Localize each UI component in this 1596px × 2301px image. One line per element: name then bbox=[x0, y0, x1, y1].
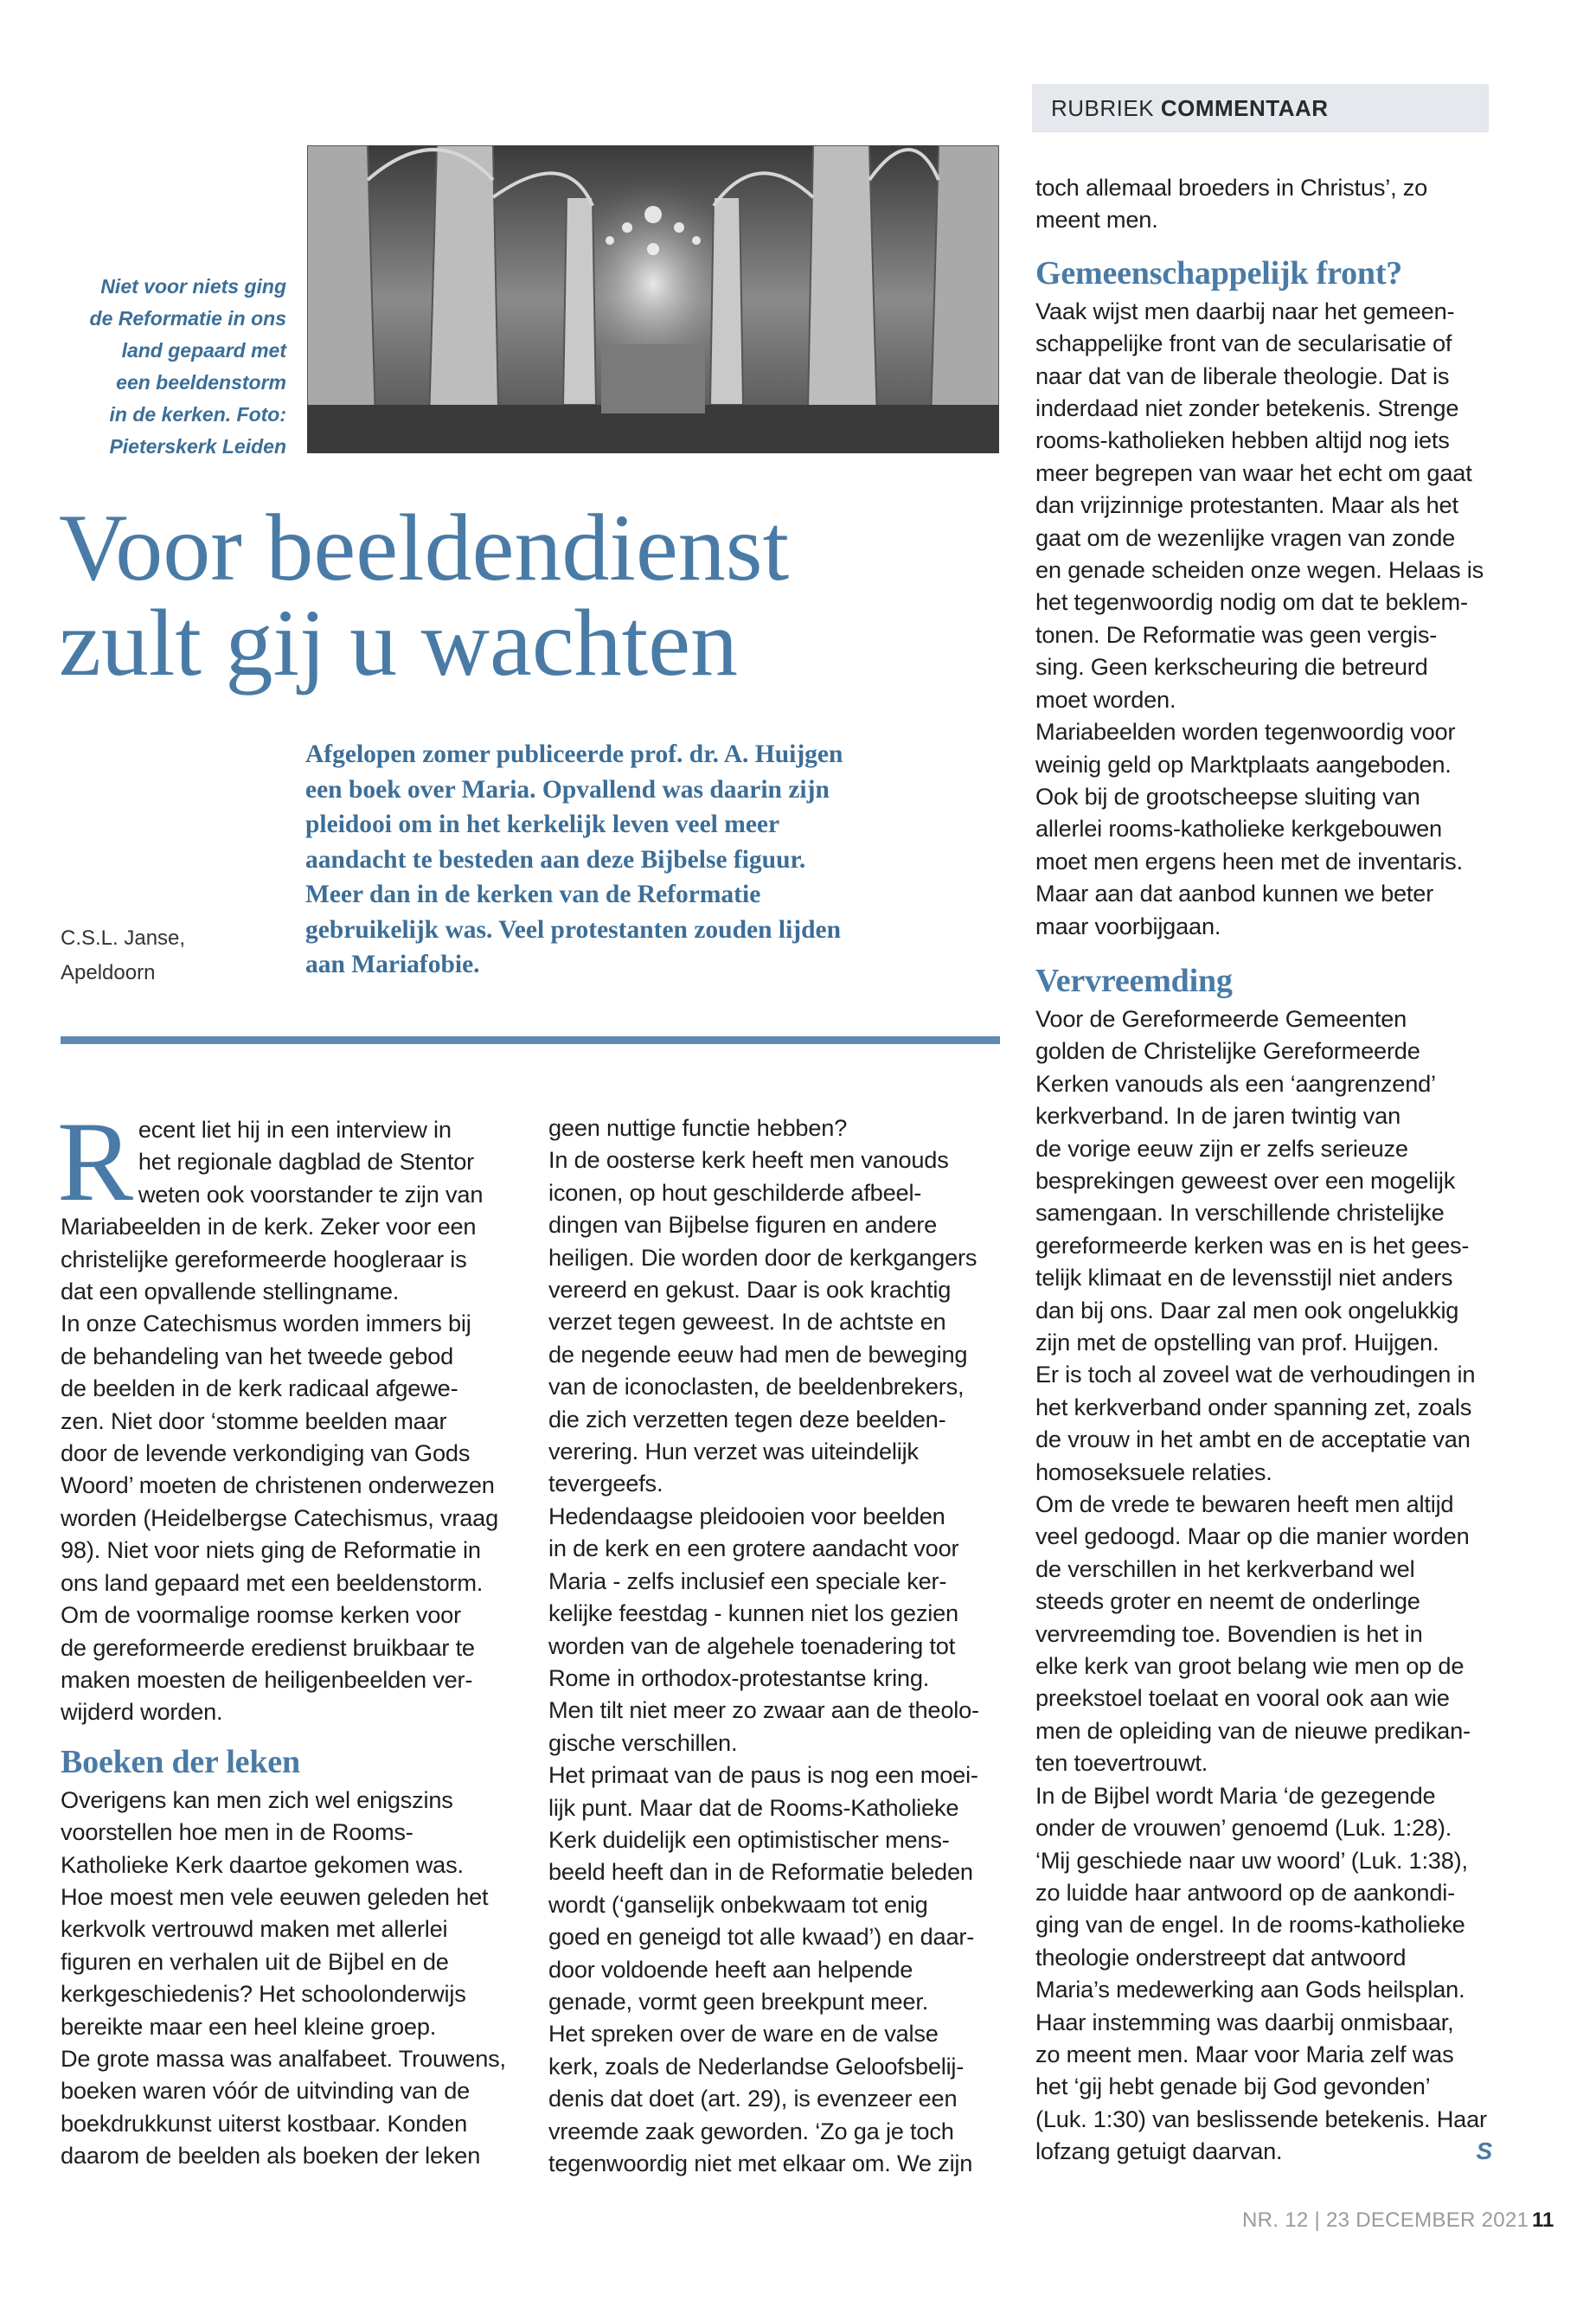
text-line: dingen van Bijbelse figuren en andere bbox=[548, 1211, 938, 1239]
text-line: wijderd worden. bbox=[61, 1698, 223, 1726]
text-line: de behandeling van het tweede gebod bbox=[61, 1342, 454, 1369]
lead-line: Meer dan in de kerken van de Reformatie bbox=[305, 881, 761, 908]
subheading-gemeenschappelijk: Gemeenschappelijk front? bbox=[1035, 254, 1403, 292]
text-line: Vaak wijst men daarbij naar het gemeen- bbox=[1035, 297, 1455, 324]
section-divider bbox=[61, 1036, 1000, 1044]
text-line: veel gedoogd. Maar op die manier worden bbox=[1035, 1522, 1470, 1550]
text-line: wordt (‘ganselijk onbekwaam tot enig bbox=[548, 1890, 928, 1918]
text-line: meer begrepen van waar het echt om gaat bbox=[1035, 458, 1472, 486]
text-line: sing. Geen kerkscheuring die betreurd bbox=[1035, 653, 1428, 681]
text-line: Er is toch al zoveel wat de verhoudingen in bbox=[1035, 1361, 1476, 1388]
text-line: het regionale dagblad de Stentor bbox=[138, 1148, 474, 1176]
text-line: die zich verzetten tegen deze beelden- bbox=[548, 1405, 946, 1433]
text-line: De grote massa was analfabeet. Trouwens, bbox=[61, 2044, 506, 2072]
text-line: Rome in orthodox-protestantse kring. bbox=[548, 1663, 930, 1691]
text-line: lofzang getuigt daarvan. bbox=[1035, 2138, 1283, 2165]
text-line: het kerkverband onder spanning zet, zoals bbox=[1035, 1393, 1472, 1420]
article-column-2 bbox=[548, 1112, 1007, 2179]
text-line: gereformeerde kerken was en is het gees- bbox=[1035, 1231, 1470, 1259]
lead-paragraph bbox=[305, 737, 989, 983]
photo-caption bbox=[78, 271, 286, 463]
text-line: christelijke gereformeerde hoogleraar is bbox=[61, 1245, 467, 1272]
text-line: 98). Niet voor niets ging de Reformatie in bbox=[61, 1536, 481, 1564]
text-line: iconen, op hout geschilderde afbeel- bbox=[548, 1178, 922, 1206]
page-number: 11 bbox=[1532, 2208, 1554, 2232]
text-line: Katholieke Kerk daartoe gekomen was. bbox=[61, 1850, 464, 1878]
article-column-1 bbox=[57, 1098, 519, 2172]
text-line: men de opleiding van de nieuwe predikan- bbox=[1035, 1716, 1471, 1744]
text-line: door de levende verkondiging van Gods bbox=[61, 1439, 471, 1467]
text-line: moet men ergens heen met de inventaris. bbox=[1035, 847, 1463, 875]
lead-line: aandacht te besteden aan deze Bijbelse figuur. bbox=[305, 845, 806, 874]
headline-line: zult gij u wachten bbox=[59, 590, 739, 695]
text-line: Kerk duidelijk een optimistischer mens- bbox=[548, 1825, 950, 1853]
text-line: ten toevertrouwt. bbox=[1035, 1749, 1208, 1777]
text-line: weten ook voorstander te zijn van bbox=[138, 1180, 484, 1208]
text-line: Overigens kan men zich wel enigszins bbox=[61, 1785, 453, 1813]
text-line: onder de vrouwen’ genoemd (Luk. 1:28). bbox=[1035, 1814, 1452, 1842]
author-place: Apeldoorn bbox=[61, 961, 156, 984]
text-line: Woord’ moeten de christenen onderwezen bbox=[61, 1471, 495, 1499]
text-line: moet worden. bbox=[1035, 685, 1176, 713]
text-line: kerk, zoals de Nederlandse Geloofsbelij- bbox=[548, 2052, 965, 2080]
text-line: kerkverband. In de jaren twintig van bbox=[1035, 1102, 1401, 1130]
subheading-vervreemding: Vervreemding bbox=[1035, 962, 1233, 999]
text-line: tegenwoordig niet met elkaar om. We zijn bbox=[548, 2150, 973, 2176]
text-line: boekdrukkunst uiterst kostbaar. Konden bbox=[61, 2109, 467, 2137]
rubriek-name: COMMENTAAR bbox=[1160, 95, 1329, 121]
text-line: dat een opvallende stellingname. bbox=[61, 1278, 400, 1305]
text-line: de beelden in de kerk radicaal afgewe- bbox=[61, 1375, 458, 1402]
caption-line: een beeldenstorm bbox=[116, 371, 286, 394]
text-line: toch allemaal broeders in Christus’, zo bbox=[1035, 174, 1428, 201]
text-line: inderdaad niet zonder betekenis. Strenge bbox=[1035, 394, 1459, 422]
text-line: vreemde zaak geworden. ‘Zo ga je toch bbox=[548, 2117, 954, 2144]
text-line: kerkvolk vertrouwd maken met allerlei bbox=[61, 1915, 448, 1943]
text-line: daarom de beelden als boeken der leken bbox=[61, 2142, 481, 2170]
text-line: Mariabeelden in de kerk. Zeker voor een bbox=[61, 1213, 477, 1240]
text-line: zen. Niet door ‘stomme beelden maar bbox=[61, 1407, 447, 1434]
text-line: boeken waren vóór de uitvinding van de bbox=[61, 2077, 471, 2105]
text-line: dan vrijzinnige protestanten. Maar als het bbox=[1035, 491, 1458, 519]
text-line: vervreemding toe. Bovendien is het in bbox=[1035, 1619, 1423, 1647]
text-line: ecent liet hij in een interview in bbox=[138, 1116, 452, 1143]
text-line: naar dat van de liberale theologie. Dat is bbox=[1035, 362, 1450, 389]
text-line: voorstellen hoe men in de Rooms- bbox=[61, 1818, 413, 1846]
lead-line: pleidooi om in het kerkelijk leven veel meer bbox=[305, 811, 780, 838]
text-line: ‘Mij geschiede naar uw woord’ (Luk. 1:38), bbox=[1035, 1846, 1468, 1874]
text-line: tonen. De Reformatie was geen vergis- bbox=[1035, 620, 1438, 648]
text-line: elke kerk van groot belang wie men op de bbox=[1035, 1652, 1465, 1680]
text-line: In de Bijbel wordt Maria ‘de gezegende bbox=[1035, 1781, 1436, 1809]
text-line: preekstoel toelaat en vooral ook aan wie bbox=[1035, 1684, 1450, 1712]
text-line: maken moesten de heiligenbeelden ver- bbox=[61, 1665, 473, 1693]
lead-line: Afgelopen zomer publiceerde prof. dr. A. Huijgen bbox=[305, 740, 843, 768]
text-line: kerkgeschiedenis? Het schoolonderwijs bbox=[61, 1980, 466, 2008]
text-line: geen nuttige functie hebben? bbox=[548, 1114, 848, 1141]
text-line: Om de voormalige roomse kerken voor bbox=[61, 1601, 461, 1629]
text-line: verzet tegen geweest. In de achtste en bbox=[548, 1308, 946, 1336]
text-line: In onze Catechismus worden immers bij bbox=[61, 1310, 471, 1337]
article-column-3 bbox=[1035, 171, 1492, 2168]
text-line: Maria - zelfs inclusief een speciale ker- bbox=[548, 1567, 947, 1594]
text-line: dan bij ons. Daar zal men ook ongelukkig bbox=[1035, 1296, 1459, 1324]
text-line: weinig geld op Marktplaats aangeboden. bbox=[1035, 750, 1452, 778]
text-line: gaat om de wezenlijke vragen van zonde bbox=[1035, 523, 1456, 551]
text-line: tevergeefs. bbox=[548, 1470, 663, 1497]
text-line: zo luidde haar antwoord op de aankondi- bbox=[1035, 1878, 1455, 1906]
text-line: golden de Christelijke Gereformeerde bbox=[1035, 1037, 1420, 1065]
text-line: door voldoende heeft aan helpende bbox=[548, 1955, 913, 1983]
caption-line: land gepaard met bbox=[121, 339, 286, 362]
text-line: zijn met de opstelling van prof. Huijgen. bbox=[1035, 1329, 1439, 1356]
rubriek-header bbox=[1032, 84, 1489, 132]
text-line: figuren en verhalen uit de Bijbel en de bbox=[61, 1947, 449, 1975]
text-line: gische verschillen. bbox=[548, 1728, 738, 1756]
text-line: Kerken vanouds als een ‘aangrenzend’ bbox=[1035, 1069, 1436, 1097]
text-line: Het primaat van de paus is nog een moei- bbox=[548, 1761, 978, 1789]
caption-line: in de kerken. Foto: bbox=[109, 403, 286, 426]
text-line: in de kerk en een grotere aandacht voor bbox=[548, 1535, 959, 1562]
text-line: de vrouw in het ambt en de acceptatie van bbox=[1035, 1426, 1471, 1453]
author-byline bbox=[61, 921, 185, 990]
lead-line: aan Mariafobie. bbox=[305, 951, 480, 978]
text-line: Het spreken over de ware en de valse bbox=[548, 2020, 939, 2048]
text-line: Haar instemming was daarbij onmisbaar, bbox=[1035, 2008, 1454, 2035]
text-line: steeds groter en neemt de onderlinge bbox=[1035, 1587, 1420, 1615]
drop-cap: R bbox=[57, 1098, 133, 1225]
text-line: het tegenwoordig nodig om dat te beklem- bbox=[1035, 588, 1468, 616]
text-line: de gereformeerde eredienst bruikbaar te bbox=[61, 1633, 475, 1661]
end-mark-icon: S bbox=[1476, 2138, 1492, 2165]
issue-info: NR. 12 | 23 DECEMBER 2021 bbox=[1242, 2208, 1529, 2232]
text-line: zo meent men. Maar voor Maria zelf was bbox=[1035, 2040, 1454, 2067]
church-interior-photo bbox=[307, 145, 999, 453]
text-line: allerlei rooms-katholieke kerkgebouwen bbox=[1035, 815, 1442, 843]
rubriek-prefix: RUBRIEK bbox=[1051, 95, 1155, 121]
text-line: (Luk. 1:30) van beslissende betekenis. Haar bbox=[1035, 2105, 1487, 2132]
text-line: lijk punt. Maar dat de Rooms-Katholieke bbox=[548, 1793, 959, 1821]
text-line: Maar aan dat aanbod kunnen we beter bbox=[1035, 880, 1434, 907]
text-line: kelijke feestdag - kunnen niet los gezien bbox=[548, 1599, 958, 1627]
text-line: schappelijke front van de secularisatie of bbox=[1035, 330, 1452, 357]
text-line: vereerd en gekust. Daar is ook krachtig bbox=[548, 1276, 952, 1304]
text-line: Hoe moest men vele eeuwen geleden het bbox=[61, 1882, 489, 1910]
text-line: het ‘gij hebt genade bij God gevonden’ bbox=[1035, 2073, 1431, 2100]
page-title bbox=[59, 495, 1010, 695]
text-line: telijk klimaat en de levensstijl niet anders bbox=[1035, 1264, 1453, 1292]
text-line: worden (Heidelbergse Catechismus, vraag bbox=[61, 1503, 498, 1531]
text-line: Ook bij de grootscheepse sluiting van bbox=[1035, 782, 1420, 810]
text-line: homoseksuele relaties. bbox=[1035, 1458, 1272, 1485]
text-line: en genade scheiden onze wegen. Helaas is bbox=[1035, 556, 1484, 584]
caption-line: Pieterskerk Leiden bbox=[109, 435, 286, 458]
text-line: Mariabeelden worden tegenwoordig voor bbox=[1035, 718, 1456, 746]
text-line: denis dat doet (art. 29), is evenzeer een bbox=[548, 2085, 958, 2112]
text-line: Men tilt niet meer zo zwaar aan de theolo- bbox=[548, 1696, 979, 1724]
text-line: Maria’s medewerking aan Gods heilsplan. bbox=[1035, 1976, 1465, 2003]
text-line: de vorige eeuw zijn er zelfs serieuze bbox=[1035, 1134, 1408, 1162]
text-line-last bbox=[1035, 2135, 1492, 2167]
text-line: meent men. bbox=[1035, 206, 1158, 234]
text-line: bereikte maar een heel kleine groep. bbox=[61, 2012, 437, 2040]
author-name: C.S.L. Janse, bbox=[61, 926, 186, 950]
text-line: ons land gepaard met een beeldenstorm. bbox=[61, 1568, 484, 1596]
text-line: In de oosterse kerk heeft men vanouds bbox=[548, 1146, 949, 1174]
text-line: Voor de Gereformeerde Gemeenten bbox=[1035, 1004, 1407, 1032]
text-line: worden van de algehele toenadering tot bbox=[548, 1631, 956, 1659]
text-line: van de iconoclasten, de beeldenbrekers, bbox=[548, 1373, 965, 1400]
text-line: theologie onderstreept dat antwoord bbox=[1035, 1943, 1407, 1971]
text-line: rooms-katholieken hebben altijd nog iets bbox=[1035, 426, 1450, 454]
subheading-boeken: Boeken der leken bbox=[61, 1743, 300, 1780]
caption-line: de Reformatie in ons bbox=[89, 307, 286, 330]
text-line: genade, vormt geen breekpunt meer. bbox=[548, 1987, 929, 2015]
text-line: beeld heeft dan in de Reformatie beleden bbox=[548, 1858, 973, 1886]
text-line: Om de vrede te bewaren heeft men altijd bbox=[1035, 1490, 1454, 1518]
caption-line: Niet voor niets ging bbox=[100, 275, 286, 298]
text-line: ging van de engel. In de rooms-katholieke bbox=[1035, 1911, 1465, 1939]
text-line: samengaan. In verschillende christelijke bbox=[1035, 1199, 1445, 1227]
text-line: besprekingen geweest over een mogelijk bbox=[1035, 1166, 1456, 1194]
text-line: de verschillen in het kerkverband wel bbox=[1035, 1554, 1415, 1582]
text-line: Hedendaagse pleidooien voor beelden bbox=[548, 1502, 945, 1529]
text-line: heiligen. Die worden door de kerkgangers bbox=[548, 1243, 977, 1271]
headline-line: Voor beeldendienst bbox=[59, 495, 790, 600]
lead-line: gebruikelijk was. Veel protestanten zouden lijden bbox=[305, 915, 841, 944]
text-line: maar voorbijgaan. bbox=[1035, 912, 1221, 939]
text-line: goed en geneigd tot alle kwaad’) en daar- bbox=[548, 1923, 975, 1951]
text-line: verering. Hun verzet was uiteindelijk bbox=[548, 1438, 919, 1465]
church-interior-illustration bbox=[307, 145, 999, 453]
lead-line: een boek over Maria. Opvallend was daarin zijn bbox=[305, 775, 830, 804]
text-line: de negende eeuw had men de beweging bbox=[548, 1340, 968, 1368]
